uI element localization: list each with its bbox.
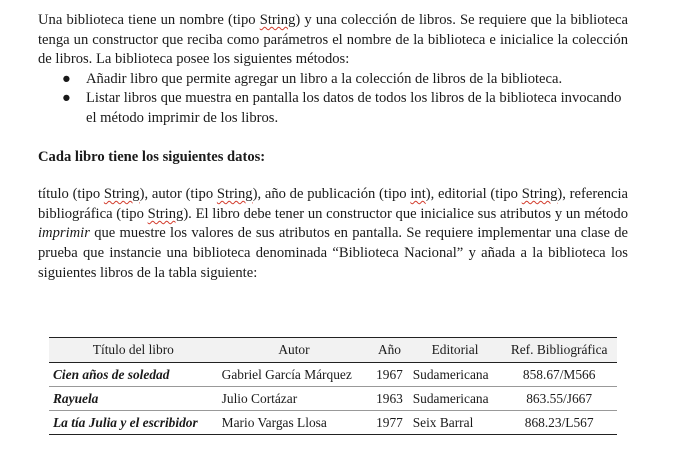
column-header: Autor (278, 342, 310, 357)
text-run: que muestre los valores de sus atributos en pantalla. Se requiere implementar una clase de prueba que instancie una biblioteca denominada “Biblioteca Nacional” y añada a la biblioteca los siguientes libros de la tabla siguiente: (38, 225, 628, 281)
column-header: Año (377, 342, 401, 357)
table-cell: Julio Cortázar (221, 390, 298, 406)
text-run: ), autor (tipo (139, 186, 217, 203)
spellcheck-word[interactable]: String (103, 186, 140, 203)
document-body (38, 11, 628, 283)
table-cell: Cien años de soledad (53, 366, 170, 382)
bullet-icon: ● (62, 90, 71, 107)
library-description (38, 11, 628, 70)
table-row (49, 387, 617, 411)
text-run: ), referencia bibliográfica (tipo (38, 186, 629, 222)
spellcheck-word[interactable]: String (216, 186, 253, 203)
table-row (49, 411, 617, 435)
table-cell: 868.23/L567 (524, 414, 594, 430)
table-cell: Seix Barral (412, 414, 474, 430)
spellcheck-word[interactable]: String (259, 12, 296, 28)
table-cell: 1963 (376, 390, 403, 406)
method-name: imprimir (38, 225, 90, 242)
spellcheck-word[interactable]: int (410, 186, 426, 203)
list-item-text: Añadir libro que permite agregar un libro a la colección de libros de la biblioteca. (86, 70, 563, 87)
table-cell: Rayuela (53, 390, 99, 406)
text-run: ), editorial (tipo (425, 186, 522, 203)
table-header-row (49, 338, 617, 363)
section-heading: Cada libro tiene los siguientes datos: (38, 148, 266, 165)
text-run: ). El libro debe tener un constructor que inicialice sus atributos y un método (183, 205, 628, 222)
list-item (62, 89, 628, 128)
text-run: ) y una colección de libros. Se requiere que la biblioteca tenga un constructor que reciba como parámetros el nombre de la biblioteca e inicialice la colección de libros. La biblioteca posee los siguientes métodos: (38, 12, 629, 68)
table-cell: Sudamericana (412, 366, 489, 382)
column-header: Título del libro (92, 342, 174, 357)
table-cell: Gabriel García Márquez (221, 366, 352, 382)
text-run: título (tipo (38, 186, 104, 203)
list-item-text: Listar libros que muestra en pantalla los datos de todos los libros de la biblioteca invocando el método imprimir de los libros. (86, 90, 622, 126)
bullet-icon: ● (62, 70, 71, 87)
table-cell: 1967 (376, 366, 403, 382)
table-cell: 858.67/M566 (522, 366, 596, 382)
table-cell: 1977 (376, 414, 403, 430)
spellcheck-word[interactable]: String (147, 205, 184, 222)
text-run: Una biblioteca tiene un nombre (tipo (38, 12, 260, 28)
column-header: Editorial (431, 342, 479, 357)
methods-list (38, 70, 628, 129)
books-table (49, 337, 617, 435)
list-item (62, 70, 628, 90)
column-header: Ref. Bibliográfica (510, 342, 608, 357)
spellcheck-word[interactable]: String (521, 186, 558, 203)
table-cell: La tía Julia y el escribidor (53, 414, 198, 430)
text-run: ), año de publicación (tipo (252, 186, 411, 203)
table-cell: Sudamericana (412, 390, 489, 406)
table-row (49, 363, 617, 387)
book-description (38, 185, 628, 283)
table-cell: Mario Vargas Llosa (221, 414, 327, 430)
table-cell: 863.55/J667 (526, 390, 593, 406)
